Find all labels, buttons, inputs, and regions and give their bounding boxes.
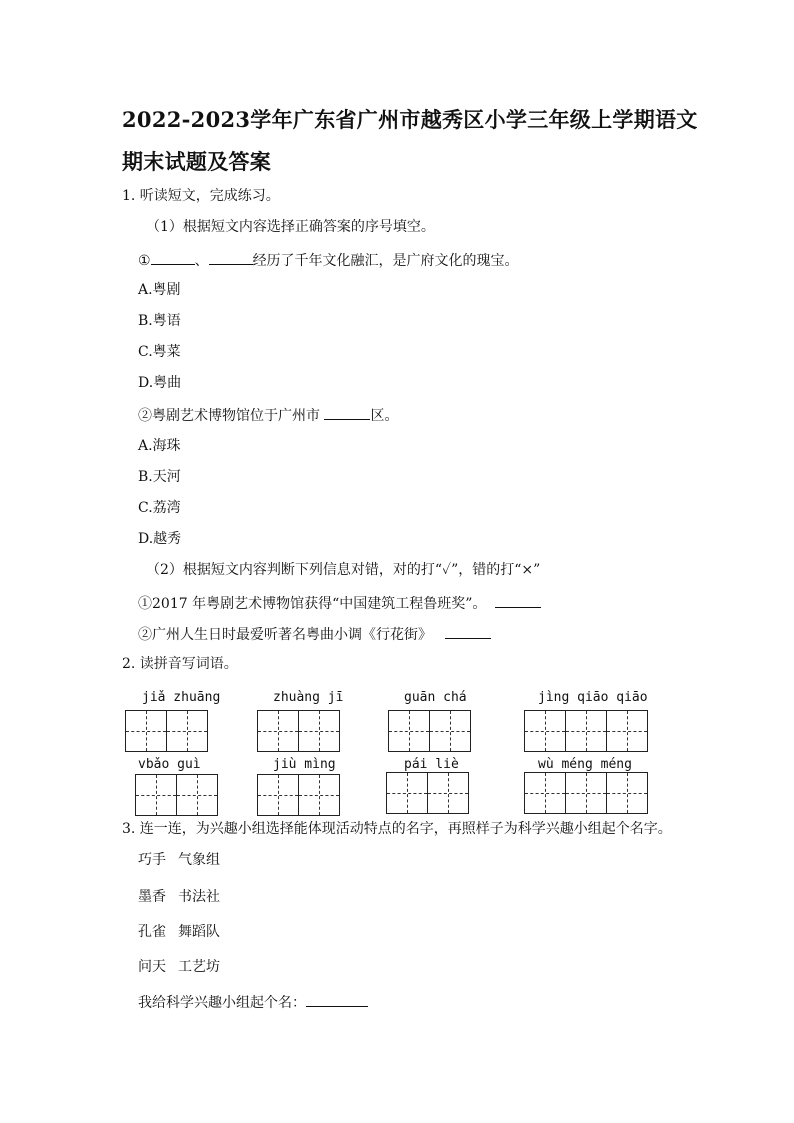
q3-answer-blank[interactable] [306,992,368,1007]
q1-option1-d: D.粤曲 [138,375,182,391]
q3-prompt-line [138,992,368,1012]
writing-cell[interactable] [606,772,648,814]
q3-prompt: 我给科学兴趣小组起个名： [138,995,306,1011]
q3-pair-1 [138,851,220,869]
q3-pair-4 [138,958,220,976]
writing-cell[interactable] [298,774,340,816]
writing-cell[interactable] [524,710,566,752]
writing-cell[interactable] [298,710,340,752]
q2-grid-4[interactable] [524,710,647,752]
q2-pinyin-3: guān chá [404,690,467,705]
writing-cell[interactable] [565,710,607,752]
writing-cell[interactable] [166,710,208,752]
writing-cell[interactable] [427,772,469,814]
q2-pinyin-7: pái liè [404,757,459,772]
q2-pinyin-4: jìng qiāo qiāo [538,690,648,705]
q2-grid-2[interactable] [257,710,339,752]
q3-pair-right[interactable]: 书法社 [178,889,220,905]
writing-cell[interactable] [125,710,167,752]
q1-part2-s1 [138,593,541,613]
q1-item2-suffix: 区。 [370,408,399,424]
writing-cell[interactable] [429,710,471,752]
q1-item2-text: ②粤剧艺术博物馆位于广州市 [138,408,320,424]
writing-cell[interactable] [257,774,299,816]
q3-pair-left[interactable]: 孔雀 [138,924,166,940]
q1-part2-s1-text: ①2017 年粤剧艺术博物馆获得“中国建筑工程鲁班奖”。 [138,596,487,612]
q3-pair-left[interactable]: 墨香 [138,889,166,905]
q1-option2-b: B.天河 [138,469,181,485]
q2-grid-3[interactable] [388,710,470,752]
writing-cell[interactable] [257,710,299,752]
q1-item1-blank-b[interactable] [209,250,253,265]
q2-pinyin-6: jiù mìng [273,757,336,772]
q2-pinyin-2: zhuàng jī [273,690,344,705]
page-title-line2: 期末试题及答案 [122,149,272,174]
writing-cell[interactable] [176,774,218,816]
q3-pair-right[interactable]: 气象组 [178,852,220,868]
page-title-line1: 2022-2023学年广东省广州市越秀区小学三年级上学期语文 [122,107,698,132]
q1-item2-blank[interactable] [324,405,370,420]
writing-cell[interactable] [524,772,566,814]
q2-stem: 2. 读拼音写词语。 [122,656,238,672]
q1-part2-label: （2）根据短文内容判断下列信息对错，对的打“✓”，错的打“×” [146,562,541,578]
q1-part2-s2 [138,624,491,644]
q2-pinyin-8: wù méng méng [538,757,632,772]
q1-item2 [138,405,398,425]
q1-stem: 1. 听读短文，完成练习。 [122,188,280,204]
writing-cell[interactable] [606,710,648,752]
q1-item1-text: 经历了千年文化融汇，是广府文化的瑰宝。 [252,253,519,269]
q3-pair-2 [138,888,220,906]
q1-item1 [138,250,519,270]
q1-option1-c: C.粤菜 [138,344,181,360]
q2-grid-1[interactable] [125,710,207,752]
writing-cell[interactable] [388,710,430,752]
q3-pair-left[interactable]: 问天 [138,959,166,975]
q1-option1-b: B.粤语 [138,313,181,329]
q1-option2-d: D.越秀 [138,531,182,547]
writing-cell[interactable] [565,772,607,814]
q3-pair-left[interactable]: 巧手 [138,852,166,868]
q1-part2-s2-blank[interactable] [445,624,491,639]
q2-grid-7[interactable] [386,772,468,814]
writing-cell[interactable] [135,774,177,816]
q1-item1-blank-a[interactable] [151,250,195,265]
q2-pinyin-1: jiǎ zhuāng [142,690,221,705]
q3-pair-3 [138,923,220,941]
q1-option2-a: A.海珠 [138,438,181,454]
q1-part1-label: （1）根据短文内容选择正确答案的序号填空。 [146,219,435,235]
q1-option1-a: A.粤剧 [138,282,181,298]
q1-item1-sep: 、 [194,253,209,269]
q3-pair-right[interactable]: 工艺坊 [178,959,220,975]
q1-part2-s2-text: ②广州人生日时最爱听著名粤曲小调《行花街》 [138,627,432,643]
q3-pair-right[interactable]: 舞蹈队 [178,924,220,940]
q2-grid-8[interactable] [524,772,647,814]
q1-part2-s1-blank[interactable] [495,593,541,608]
q2-grid-5[interactable] [135,774,217,816]
q1-option2-c: C.荔湾 [138,500,181,516]
writing-cell[interactable] [386,772,428,814]
q1-item1-num: ① [138,253,151,269]
q2-pinyin-5: vbǎo guì [138,757,201,772]
q3-stem: 3. 连一连，为兴趣小组选择能体现活动特点的名字，再照样子为科学兴趣小组起个名字。 [122,821,672,837]
q2-grid-6[interactable] [257,774,339,816]
